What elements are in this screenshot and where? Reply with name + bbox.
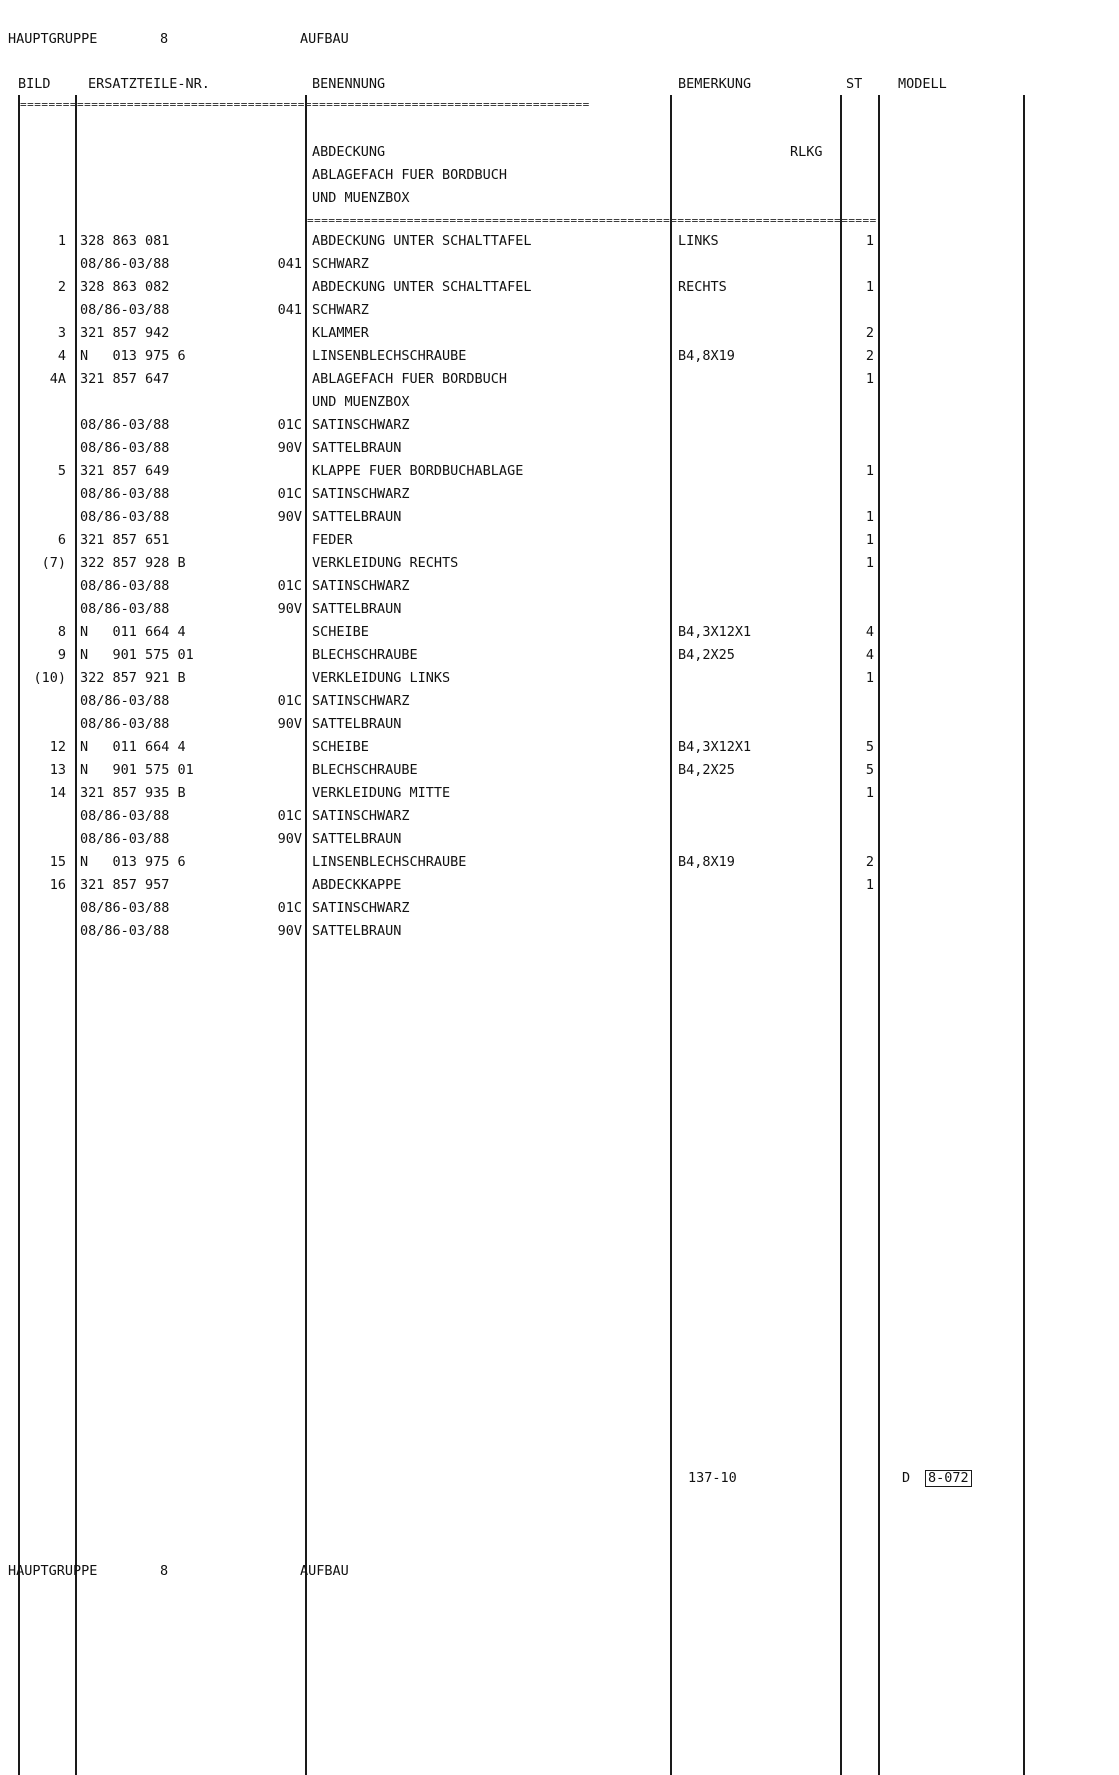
row-name: KLAPPE FUER BORDBUCHABLAGE bbox=[312, 463, 524, 479]
row-qty: 5 bbox=[865, 762, 874, 778]
row-qty: 1 bbox=[865, 279, 874, 295]
row-qty: 1 bbox=[865, 555, 874, 571]
group-number: 8 bbox=[160, 31, 169, 47]
row-bild: 1 bbox=[57, 233, 66, 249]
row-qty: 4 bbox=[865, 624, 874, 640]
row-name: SATINSCHWARZ bbox=[312, 486, 410, 502]
row-name: KLAMMER bbox=[312, 325, 369, 341]
row-bild: 12 bbox=[49, 739, 66, 755]
footer-group-name: AUFBAU bbox=[300, 1563, 349, 1579]
row-remark: LINKS bbox=[678, 233, 719, 249]
row-qty: 1 bbox=[865, 509, 874, 525]
row-name: SATTELBRAUN bbox=[312, 601, 402, 617]
row-part-number: N 901 575 01 bbox=[80, 647, 194, 663]
footer-group-number: 8 bbox=[160, 1563, 169, 1579]
row-color-code: 01C bbox=[277, 486, 302, 502]
grid-line bbox=[1023, 95, 1025, 1775]
row-name: SATINSCHWARZ bbox=[312, 417, 410, 433]
intro-line: ABDECKUNG bbox=[312, 144, 386, 160]
row-part-number: 08/86-03/88 bbox=[80, 923, 170, 939]
row-qty: 1 bbox=[865, 877, 874, 893]
intro-line: ABLAGEFACH FUER BORDBUCH bbox=[312, 167, 508, 183]
row-qty: 4 bbox=[865, 647, 874, 663]
row-part-number: 08/86-03/88 bbox=[80, 486, 170, 502]
language-code: D bbox=[902, 1470, 911, 1486]
row-color-code: 90V bbox=[277, 923, 302, 939]
row-bild: (7) bbox=[41, 555, 66, 571]
row-bild: 4A bbox=[49, 371, 66, 387]
row-part-number: N 901 575 01 bbox=[80, 762, 194, 778]
row-bild: 4 bbox=[57, 348, 66, 364]
row-name: SCHWARZ bbox=[312, 302, 369, 318]
row-color-code: 01C bbox=[277, 693, 302, 709]
row-color-code: 90V bbox=[277, 601, 302, 617]
row-name: SCHEIBE bbox=[312, 739, 369, 755]
intro-remark: RLKG bbox=[790, 144, 823, 160]
row-part-number: N 011 664 4 bbox=[80, 624, 186, 640]
row-color-code: 90V bbox=[277, 509, 302, 525]
row-part-number: N 013 975 6 bbox=[80, 348, 186, 364]
row-color-code: 041 bbox=[277, 302, 302, 318]
row-part-number: 08/86-03/88 bbox=[80, 808, 170, 824]
row-name: FEDER bbox=[312, 532, 353, 548]
row-name: SATINSCHWARZ bbox=[312, 693, 410, 709]
row-part-number: 08/86-03/88 bbox=[80, 601, 170, 617]
grid-line bbox=[670, 95, 672, 1775]
row-part-number: 08/86-03/88 bbox=[80, 417, 170, 433]
row-bild: 6 bbox=[57, 532, 66, 548]
row-part-number: 321 857 651 bbox=[80, 532, 170, 548]
row-bild: 9 bbox=[57, 647, 66, 663]
row-name: VERKLEIDUNG MITTE bbox=[312, 785, 451, 801]
row-qty: 1 bbox=[865, 785, 874, 801]
row-name: VERKLEIDUNG LINKS bbox=[312, 670, 451, 686]
row-qty: 1 bbox=[865, 532, 874, 548]
row-qty: 1 bbox=[865, 463, 874, 479]
row-qty: 2 bbox=[865, 325, 874, 341]
row-remark: B4,8X19 bbox=[678, 854, 735, 870]
row-qty: 2 bbox=[865, 348, 874, 364]
col-bild: BILD bbox=[18, 76, 51, 92]
row-remark: B4,3X12X1 bbox=[678, 624, 752, 640]
row-bild: 8 bbox=[57, 624, 66, 640]
row-name: ABLAGEFACH FUER BORDBUCH bbox=[312, 371, 508, 387]
row-bild: (10) bbox=[33, 670, 66, 686]
row-qty: 1 bbox=[865, 233, 874, 249]
row-color-code: 041 bbox=[277, 256, 302, 272]
row-part-number: 321 857 649 bbox=[80, 463, 170, 479]
page-reference: 137-10 bbox=[688, 1470, 737, 1486]
row-name: SATTELBRAUN bbox=[312, 923, 402, 939]
row-remark: RECHTS bbox=[678, 279, 727, 295]
row-name: SCHEIBE bbox=[312, 624, 369, 640]
row-part-number: 328 863 081 bbox=[80, 233, 170, 249]
row-remark: B4,8X19 bbox=[678, 348, 735, 364]
row-name: SATINSCHWARZ bbox=[312, 900, 410, 916]
row-name: SATTELBRAUN bbox=[312, 716, 402, 732]
row-name: BLECHSCHRAUBE bbox=[312, 647, 418, 663]
section-separator: ================================================================================ bbox=[307, 215, 877, 227]
row-part-number: 08/86-03/88 bbox=[80, 716, 170, 732]
row-part-number: 328 863 082 bbox=[80, 279, 170, 295]
row-qty: 5 bbox=[865, 739, 874, 755]
row-part-number: 321 857 647 bbox=[80, 371, 170, 387]
row-bild: 16 bbox=[49, 877, 66, 893]
row-part-number: 321 857 942 bbox=[80, 325, 170, 341]
row-qty: 1 bbox=[865, 670, 874, 686]
row-part-number: 08/86-03/88 bbox=[80, 509, 170, 525]
grid-line bbox=[840, 95, 842, 1775]
grid-line bbox=[305, 95, 307, 1775]
row-bild: 3 bbox=[57, 325, 66, 341]
header-separator: ================================================================================ bbox=[20, 99, 590, 111]
row-name: LINSENBLECHSCHRAUBE bbox=[312, 854, 467, 870]
group-name: AUFBAU bbox=[300, 31, 349, 47]
row-name: SATINSCHWARZ bbox=[312, 808, 410, 824]
row-name: ABDECKUNG UNTER SCHALTTAFEL bbox=[312, 233, 532, 249]
row-qty: 2 bbox=[865, 854, 874, 870]
col-qty: ST bbox=[846, 76, 863, 92]
row-remark: B4,2X25 bbox=[678, 647, 735, 663]
footer-group-label: HAUPTGRUPPE bbox=[8, 1563, 98, 1579]
grid-line bbox=[75, 95, 77, 1775]
row-part-number: 08/86-03/88 bbox=[80, 302, 170, 318]
row-bild: 13 bbox=[49, 762, 66, 778]
row-name: SATTELBRAUN bbox=[312, 509, 402, 525]
row-name: ABDECKUNG UNTER SCHALTTAFEL bbox=[312, 279, 532, 295]
row-name: SATTELBRAUN bbox=[312, 440, 402, 456]
grid-line bbox=[878, 95, 880, 1775]
row-name: ABDECKKAPPE bbox=[312, 877, 402, 893]
row-part-number: 08/86-03/88 bbox=[80, 440, 170, 456]
row-name: LINSENBLECHSCHRAUBE bbox=[312, 348, 467, 364]
row-remark: B4,2X25 bbox=[678, 762, 735, 778]
row-color-code: 01C bbox=[277, 417, 302, 433]
row-bild: 2 bbox=[57, 279, 66, 295]
row-part-number: 322 857 928 B bbox=[80, 555, 186, 571]
row-part-number: 08/86-03/88 bbox=[80, 900, 170, 916]
row-part-number: N 011 664 4 bbox=[80, 739, 186, 755]
row-part-number: 08/86-03/88 bbox=[80, 831, 170, 847]
row-part-number: 321 857 935 B bbox=[80, 785, 186, 801]
group-label: HAUPTGRUPPE bbox=[8, 31, 98, 47]
row-color-code: 01C bbox=[277, 808, 302, 824]
intro-line: UND MUENZBOX bbox=[312, 190, 410, 206]
row-qty: 1 bbox=[865, 371, 874, 387]
col-remark: BEMERKUNG bbox=[678, 76, 752, 92]
row-remark: B4,3X12X1 bbox=[678, 739, 752, 755]
row-name: VERKLEIDUNG RECHTS bbox=[312, 555, 459, 571]
row-part-number: 321 857 957 bbox=[80, 877, 170, 893]
row-name: UND MUENZBOX bbox=[312, 394, 410, 410]
row-bild: 15 bbox=[49, 854, 66, 870]
col-name: BENENNUNG bbox=[312, 76, 386, 92]
row-name: SATINSCHWARZ bbox=[312, 578, 410, 594]
row-color-code: 01C bbox=[277, 900, 302, 916]
row-part-number: 08/86-03/88 bbox=[80, 693, 170, 709]
row-part-number: 08/86-03/88 bbox=[80, 256, 170, 272]
row-color-code: 90V bbox=[277, 716, 302, 732]
row-part-number: N 013 975 6 bbox=[80, 854, 186, 870]
row-name: BLECHSCHRAUBE bbox=[312, 762, 418, 778]
col-model: MODELL bbox=[898, 76, 947, 92]
row-color-code: 90V bbox=[277, 831, 302, 847]
col-part-number: ERSATZTEILE-NR. bbox=[88, 76, 210, 92]
row-color-code: 01C bbox=[277, 578, 302, 594]
row-bild: 14 bbox=[49, 785, 66, 801]
row-name: SATTELBRAUN bbox=[312, 831, 402, 847]
row-part-number: 322 857 921 B bbox=[80, 670, 186, 686]
row-part-number: 08/86-03/88 bbox=[80, 578, 170, 594]
row-bild: 5 bbox=[57, 463, 66, 479]
row-color-code: 90V bbox=[277, 440, 302, 456]
page-code: 8-072 bbox=[925, 1470, 972, 1487]
row-name: SCHWARZ bbox=[312, 256, 369, 272]
